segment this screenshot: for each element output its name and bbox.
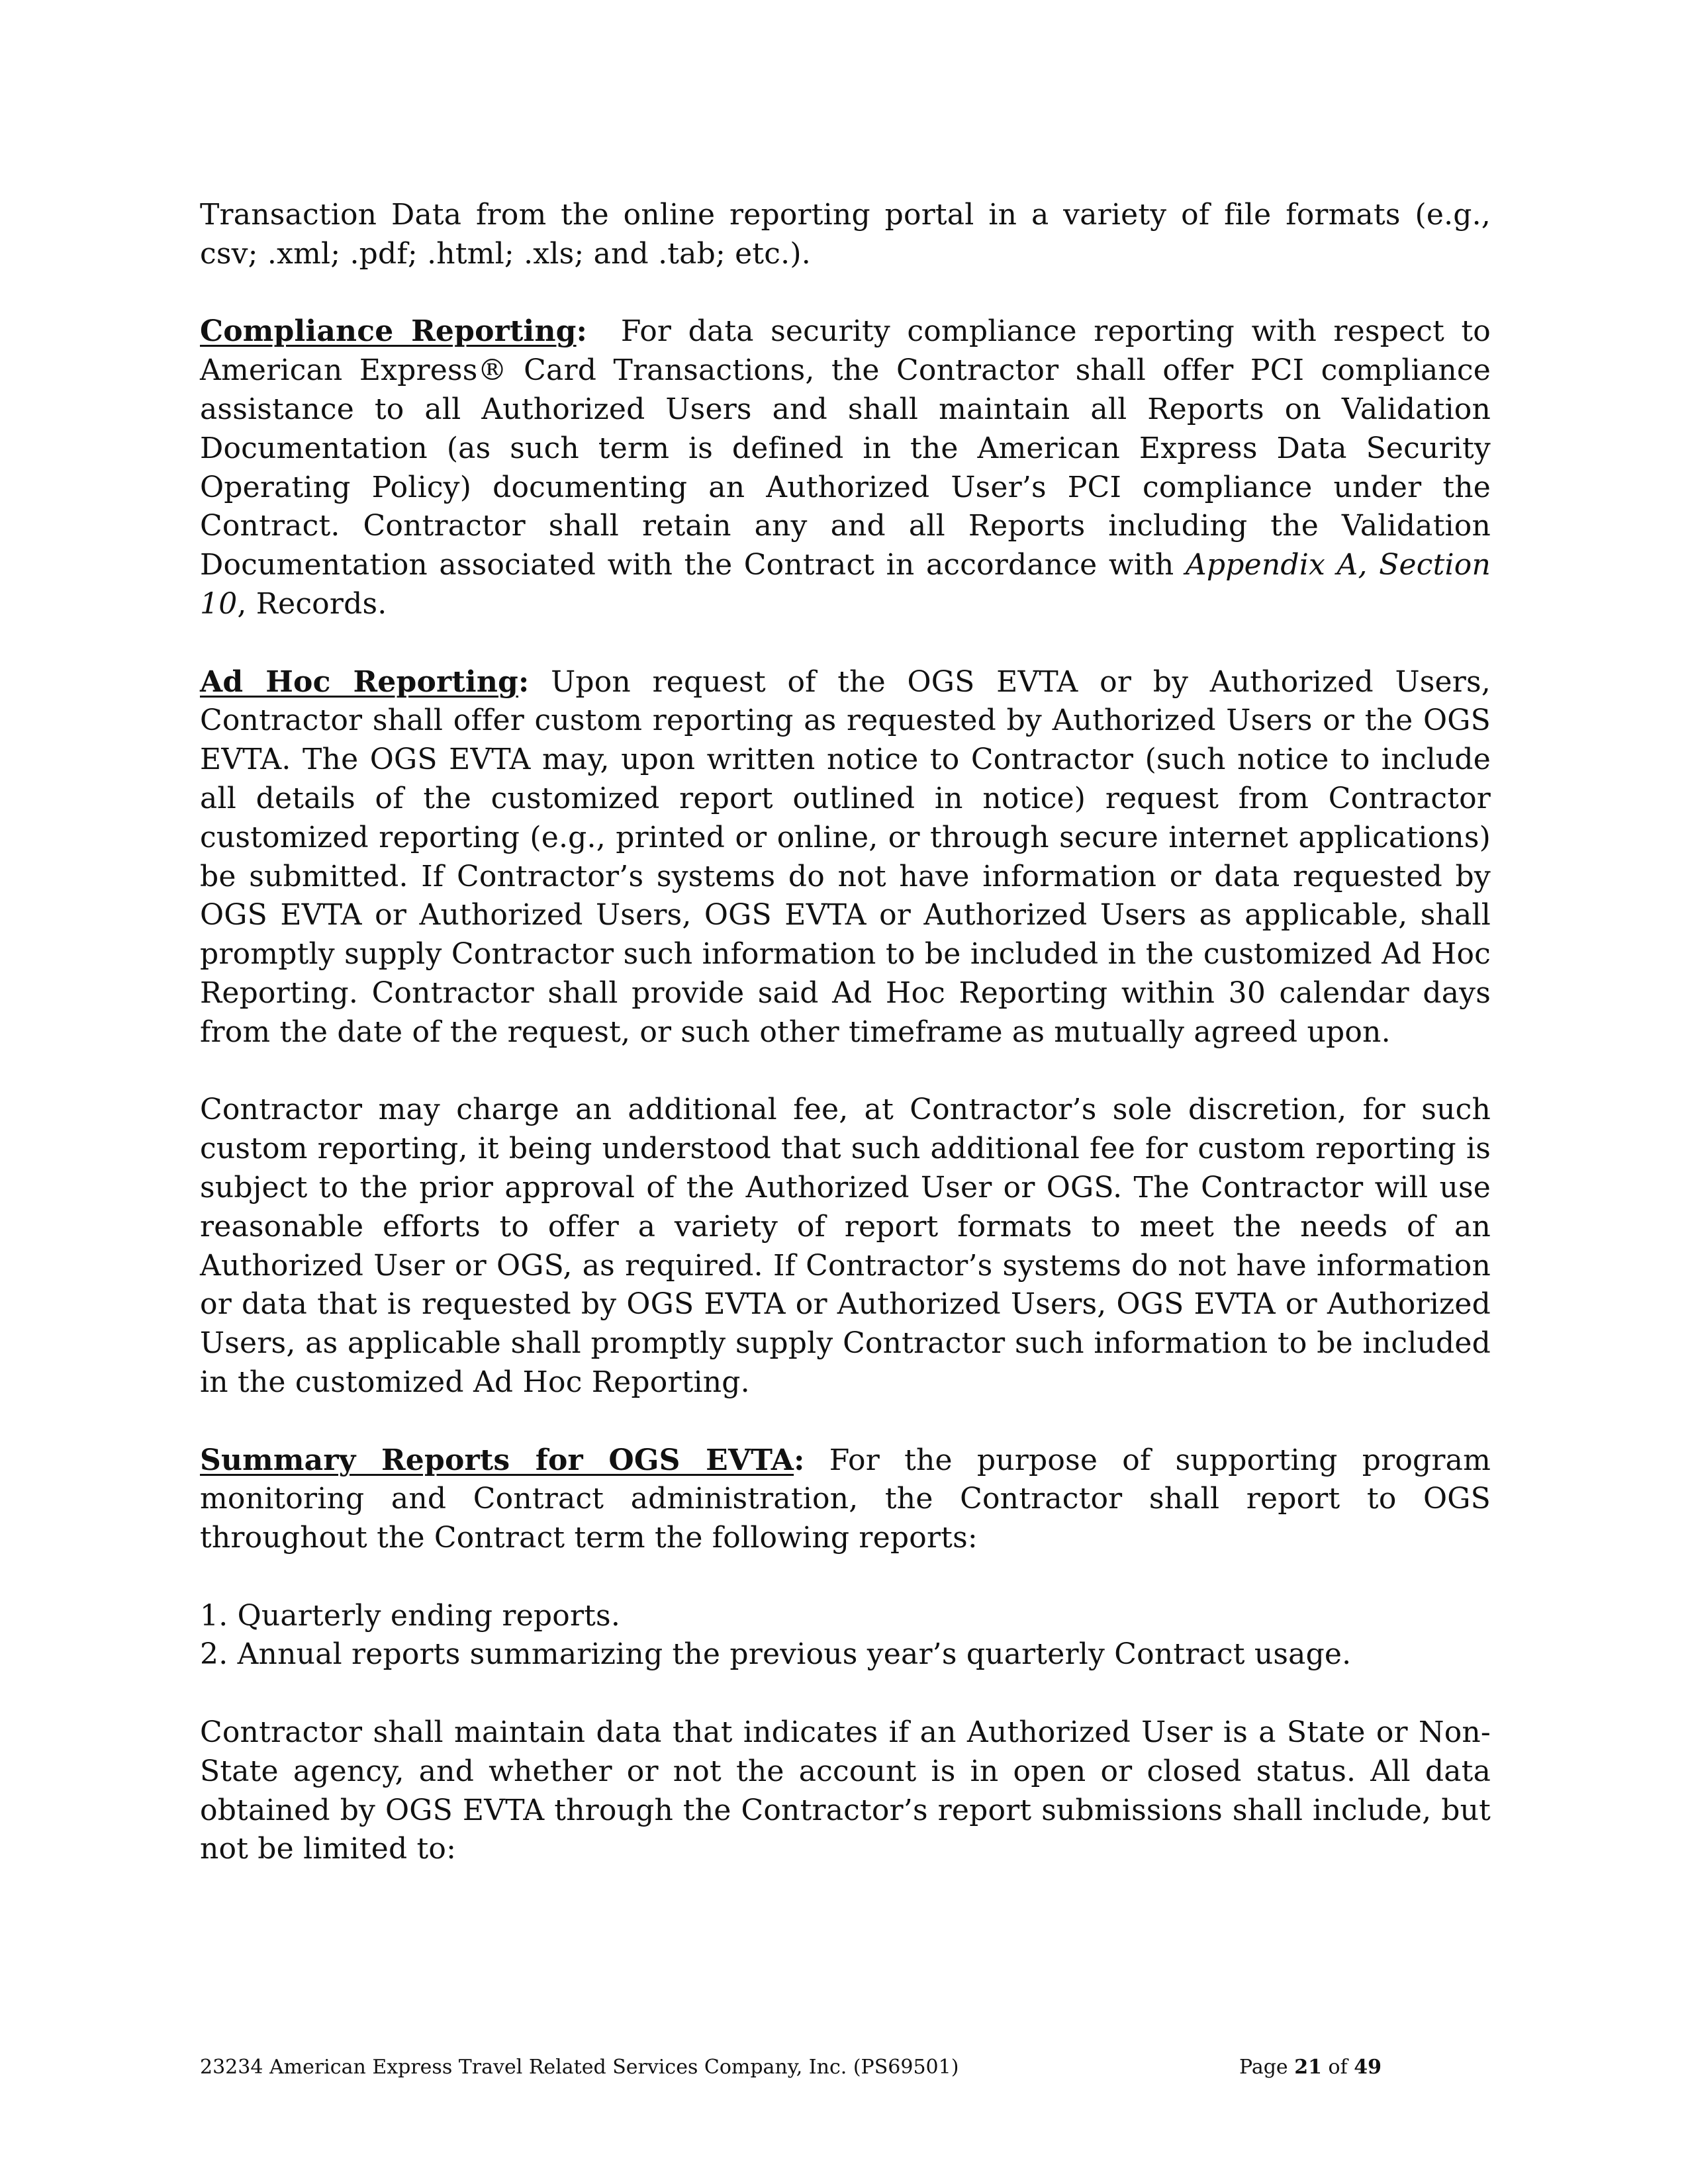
summary-text: For the purpose of supporting program monitoring and Contract administration, the Contractor shall report to OGS throughout the Contract term the following reports: — [200, 1443, 1491, 1555]
paragraph-summary-reports — [200, 1441, 1491, 1558]
compliance-text-end: , Records. — [237, 586, 387, 621]
heading-compliance-reporting: Compliance Reporting — [200, 314, 577, 349]
list-item: 2. Annual reports summarizing the previous year’s quarterly Contract usage. — [200, 1637, 1352, 1672]
paragraph-maintain-data: Contractor shall maintain data that indicates if an Authorized User is a State or Non-State agency, and whether or not the account is in open or closed status. All data obtained by OGS EVTA through the Contractor’s report submissions shall include, but not be limited to: — [200, 1715, 1491, 1866]
heading-summary-reports: Summary Reports for OGS EVTA — [200, 1443, 794, 1477]
reports-list — [200, 1597, 1491, 1675]
ad-hoc-text: Upon request of the OGS EVTA or by Authorized Users, Contractor shall offer custom reporting as requested by Authorized Users or the OGS EVTA. The OGS EVTA may, upon written notice to Contractor (such notice to include all details of the customized report outlined in notice) request from Contractor customized reporting (e.g., printed or online, or through secure internet applications) be submitted. If Contractor’s systems do not have information or data requested by OGS EVTA or Authorized Users, OGS EVTA or Authorized Users as applicable, shall promptly supply Contractor such information to be included in the customized Ad Hoc Reporting. Contractor shall provide said Ad Hoc Reporting within 30 calendar days from the date of the request, or such other timeframe as mutually agreed upon. — [200, 664, 1491, 1049]
appendix-reference: Appendix A, Section 10 — [200, 548, 1491, 621]
compliance-text: For data security compliance reporting with respect to American Express® Card Transactions, the Contractor shall offer PCI compliance assistance to all Authorized Users and shall maintain all Reports on Validation Documentation (as such term is defined in the American Express Data Security Operating Policy) documenting an Authorized User’s PCI compliance under the Contract. Contractor shall retain any and all Reports including the Validation Documentation associated with the Contract in accordance with — [200, 314, 1491, 582]
footer-page-number — [1239, 2054, 1382, 2081]
paragraph-transaction-data: Transaction Data from the online reporting portal in a variety of file formats (e.g., csv; .xml; .pdf; .html; .xls; and .tab; etc.). — [200, 198, 1491, 271]
list-item: 1. Quarterly ending reports. — [200, 1598, 621, 1633]
paragraph-additional-fee: Contractor may charge an additional fee, at Contractor’s sole discretion, for such custom reporting, it being understood that such additional fee for custom reporting is subject to the prior approval of the Authorized User or OGS. The Contractor will use reasonable efforts to offer a variety of report formats to meet the needs of an Authorized User or OGS, as required. If Contractor’s systems do not have information or data that is requested by OGS EVTA or Authorized Users, OGS EVTA or Authorized Users, as applicable shall promptly supply Contractor such information to be included in the customized Ad Hoc Reporting. — [200, 1093, 1491, 1399]
paragraph-ad-hoc-reporting — [200, 663, 1491, 1052]
total-pages: 49 — [1354, 2056, 1382, 2079]
footer-company: 23234 American Express Travel Related Services Company, Inc. (PS69501) — [200, 2056, 959, 2079]
paragraph-compliance-reporting — [200, 312, 1491, 623]
page-label: Page — [1239, 2056, 1288, 2079]
current-page: 21 — [1294, 2056, 1322, 2079]
document-body — [200, 196, 1491, 1908]
heading-colon: : — [794, 1443, 805, 1477]
heading-ad-hoc-reporting: Ad Hoc Reporting — [200, 664, 518, 699]
of-label: of — [1328, 2056, 1348, 2079]
heading-colon: : — [518, 664, 530, 699]
heading-colon: : — [576, 314, 588, 349]
